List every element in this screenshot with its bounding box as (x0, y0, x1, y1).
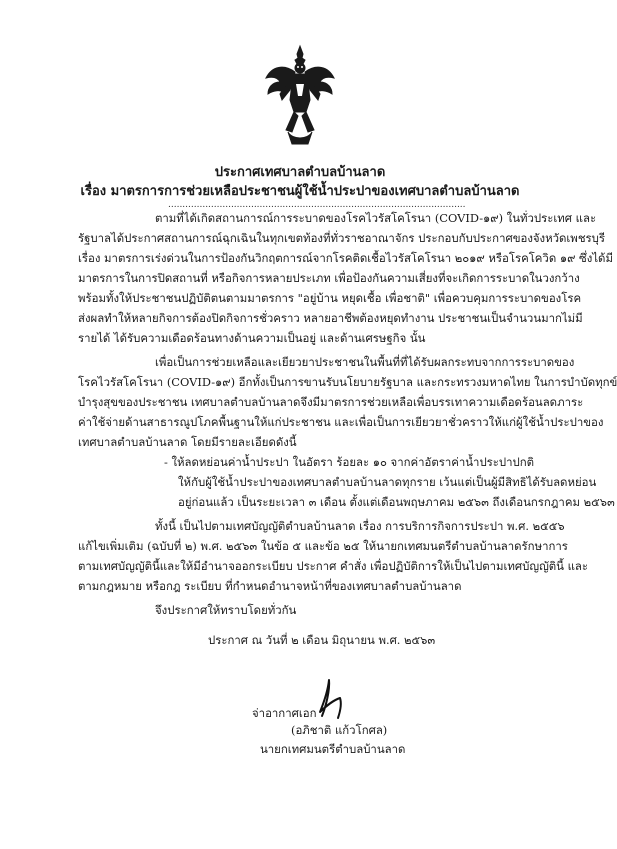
garuda-emblem-icon (262, 44, 338, 148)
paragraph-3-line: ตามกฎหมาย หรือกฎ ระเบียบ ที่กำหนดอำนาจหน้าที่ของเทศบาลตำบลบ้านลาด (78, 579, 462, 593)
measure-line: ให้กับผู้ใช้น้ำประปาของเทศบาลตำบลบ้านลาดทุกราย เว้นแต่เป็นผู้มีสิทธิได้รับลดหย่อน (178, 475, 597, 489)
paragraph-3-line: ทั้งนี้ เป็นไปตามเทศบัญญัติตำบลบ้านลาด เรื่อง การบริการกิจการประปา พ.ศ. ๒๕๕๖ (155, 519, 565, 533)
announcement-subject: เรื่อง มาตรการการช่วยเหลือประชาชนผู้ใช้น้ำประปาของเทศบาลตำบลบ้านลาด (80, 184, 520, 199)
signer-position: นายกเทศมนตรีตำบลบ้านลาด (260, 742, 406, 756)
paragraph-2-line: โรคไวรัสโคโรนา (COVID-๑๙) อีกทั้งเป็นการขานรับนโยบายรัฐบาล และกระทรวงมหาดไทย ในการบำบัดทุกข์ (78, 375, 617, 389)
paragraph-1-line: ส่งผลทำให้หลายกิจการต้องปิดกิจการชั่วคราว หลายอาชีพต้องหยุดทำงาน ประชาชนเป็นจำนวนมากไม่มี (78, 311, 583, 325)
paragraph-3-line: แก้ไขเพิ่มเติม (ฉบับที่ ๒) พ.ศ. ๒๕๖๓ ในข้อ ๕ และข้อ ๒๕ ให้นายกเทศมนตรีตำบลบ้านลาดรักษาการ (78, 539, 568, 553)
announce-date: ประกาศ ณ วันที่ ๒ เดือน มิถุนายน พ.ศ. ๒๕๖๓ (208, 633, 436, 647)
signer-rank: จ่าอากาศเอก (252, 706, 317, 720)
measure-line: อยู่ก่อนแล้ว เป็นระยะเวลา ๓ เดือน ตั้งแต่เดือนพฤษภาคม ๒๕๖๓ ถึงเดือนกรกฎาคม ๒๕๖๓ (178, 495, 615, 509)
paragraph-3-line: ตามเทศบัญญัตินี้และให้มีอำนาจออกระเบียบ ประกาศ คำสั่ง เพื่อปฏิบัติการให้เป็นไปตามเทศบัญญัตินี้ และ (78, 559, 589, 573)
closing-line: จึงประกาศให้ทราบโดยทั่วกัน (155, 603, 297, 617)
paragraph-2-line: บำรุงสุขของประชาชน เทศบาลตำบลบ้านลาดจึงมีมาตรการช่วยเหลือเพื่อบรรเทาความเดือดร้อนลดภาระ (78, 395, 584, 409)
signature-icon (312, 676, 352, 720)
announcement-title: ประกาศเทศบาลตำบลบ้านลาด (214, 165, 386, 180)
paragraph-1-line: รายได้ ได้รับความเดือดร้อนทางด้านความเป็นอยู่ และด้านเศรษฐกิจ นั้น (78, 331, 426, 345)
paragraph-2-line: เทศบาลตำบลบ้านลาด โดยมีรายละเอียดดังนี้ (78, 435, 297, 449)
paragraph-2-line: ค่าใช้จ่ายด้านสาธารณูปโภคพื้นฐานให้แก่ประชาชน และเพื่อเป็นการเยียวยาชั่วคราวให้แก่ผู้ใช้น้ำประปาของ (78, 415, 604, 429)
signer-name: (อภิชาติ แก้วโกศล) (291, 723, 388, 737)
measure-line: - ให้ลดหย่อนค่าน้ำประปา ในอัตรา ร้อยละ ๑๐ จากค่าอัตราค่าน้ำประปาปกติ (164, 455, 535, 469)
paragraph-1-line: ตามที่ได้เกิดสถานการณ์การระบาดของโรคไวรัสโคโรนา (COVID-๑๙) ในทั่วประเทศ และ (155, 211, 597, 225)
title-separator: ........................................................................................................ (168, 200, 466, 210)
paragraph-1-line: รัฐบาลได้ประกาศสถานการณ์ฉุกเฉินในทุกเขตท้องที่ทั่วราชอาณาจักร ประกอบกับประกาศของจังหวัดเพชรบุรี (78, 231, 606, 245)
paragraph-2-line: เพื่อเป็นการช่วยเหลือและเยียวยาประชาชนในพื้นที่ที่ได้รับผลกระทบจากการระบาดของ (155, 355, 575, 369)
paragraph-1-line: มาตรการในการปิดสถานที่ หรือกิจการหลายประเภท เพื่อป้องกันความเสี่ยงที่จะเกิดการระบาดในวงกว้าง (78, 271, 580, 285)
paragraph-1-line: พร้อมทั้งให้ประชาชนปฏิบัติตนตามมาตรการ "อยู่บ้าน หยุดเชื้อ เพื่อชาติ" เพื่อควบคุมการระบาดของโรค (78, 291, 582, 305)
paragraph-1-line: เรื่อง มาตรการเร่งด่วนในการป้องกันวิกฤตการณ์จากโรคติดเชื้อไวรัสโคโรนา ๒๐๑๙ หรือโรคโควิด ๑๙ ซึ่งได้มี (78, 251, 613, 265)
